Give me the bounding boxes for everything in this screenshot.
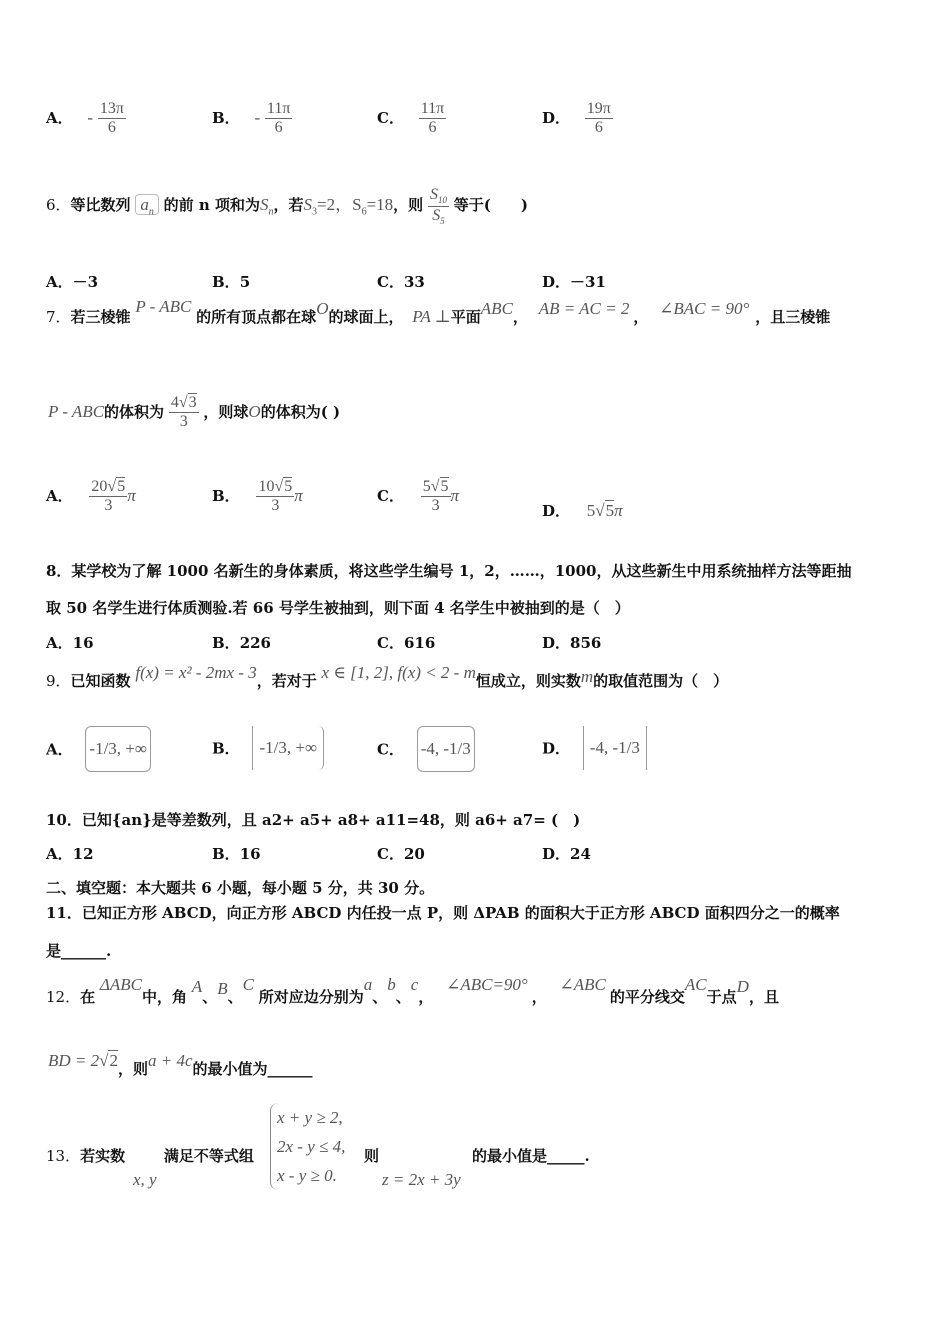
volume-den: 3: [179, 413, 188, 431]
q10-option-a: [46, 843, 94, 864]
option-label: B．: [212, 108, 240, 127]
frac-coef: 10: [258, 478, 275, 495]
question-number: 13．: [46, 1147, 81, 1165]
value-coef: 5: [586, 501, 596, 520]
q7-option-d: [542, 500, 623, 521]
cond-b-symbol: S: [352, 195, 362, 215]
q12-stem-line2: [48, 1051, 313, 1079]
frac-num: 10√5: [256, 478, 294, 497]
q12-point-d: D: [736, 977, 749, 996]
q6-sequence: [135, 194, 159, 218]
q9-text-1: 已知函数: [70, 672, 131, 690]
q7-option-a: [46, 478, 136, 516]
seq-symbol: a: [140, 195, 149, 215]
option-interval: -1/3, +∞: [252, 726, 324, 770]
frac-den: 3: [104, 497, 113, 515]
option-label: C．: [377, 273, 404, 291]
q12-stem-line1: [46, 975, 779, 1007]
section-heading: 二、填空题：本大题共 6 小题，每小题 5 分，共 30 分。: [46, 879, 435, 897]
cond-a-value: =2，: [317, 195, 353, 215]
q9-stem: [46, 663, 729, 691]
q9-text-4: 的取值范围为（ ）: [593, 672, 729, 690]
volume-coef: 4: [170, 394, 179, 411]
q7-sphere: O: [316, 299, 329, 318]
q12-sep-2: 、: [227, 988, 243, 1006]
bd-radicand: 2: [109, 1051, 118, 1070]
frac-den: 6: [274, 119, 283, 137]
q8-option-b: [212, 632, 271, 653]
q12-text-7: 于点: [706, 988, 737, 1006]
q12-angle-b: B: [217, 979, 228, 998]
option-label: B．: [212, 486, 240, 505]
q5-option-d: [542, 100, 613, 138]
q12-text-10: 的最小值为______: [192, 1060, 313, 1078]
option-interval: -4, -1/3: [417, 726, 475, 772]
q11-line-1: 11．已知正方形 ABCD，向正方形 ABCD 内任投一点 P，则 ΔPAB 的面积大于正方形 ABCD 面积四分之一的概率: [46, 904, 840, 922]
q13-objective: z = 2x + 3y: [382, 1170, 461, 1189]
option-label: B．: [212, 845, 240, 863]
frac-num: 20√5: [89, 478, 127, 497]
q7-equation: AB = AC = 2: [538, 299, 630, 318]
option-fraction: [265, 100, 292, 138]
q12-expression: a + 4c: [148, 1051, 193, 1070]
q10-option-d: [542, 843, 591, 864]
q7-text-1: 若三棱锥: [70, 308, 131, 326]
q7-text-3: 的球面上，: [328, 308, 404, 326]
option-label: D．: [542, 739, 571, 758]
q8-option-a: [46, 632, 94, 653]
q6-sum: [259, 195, 274, 218]
frac-den: 3: [431, 497, 440, 515]
option-label: D．: [542, 108, 571, 127]
q6-option-d: [542, 271, 606, 292]
inequality-2: 2x - y ≤ 4,: [277, 1137, 346, 1156]
frac-den: 6: [428, 119, 437, 137]
option-label: B．: [212, 273, 240, 291]
volume-radicand: 3: [188, 394, 197, 411]
option-label: C．: [377, 108, 404, 127]
option-fraction: [98, 100, 126, 138]
q12-text-5: ，: [531, 988, 547, 1006]
cond-b-subscript: 6: [361, 206, 367, 218]
ratio-den-symbol: S: [432, 206, 441, 224]
q7-text-2: 的所有顶点都在球: [196, 308, 317, 326]
inequality-1: x + y ≥ 2,: [277, 1108, 343, 1127]
option-fraction: [585, 100, 613, 138]
frac-num: 13π: [98, 100, 126, 119]
frac-radicand: 5: [284, 478, 293, 495]
option-text: －31: [570, 273, 606, 291]
q13-inequality-system: [270, 1103, 345, 1190]
q8-option-c: [377, 632, 435, 653]
option-fraction: [421, 478, 451, 516]
q10-stem: 10．已知{an}是等差数列，且 a2+ a5+ a8+ a11=48，则 a6+ a7= ( ): [46, 811, 581, 829]
q7-stem-line1: [46, 297, 831, 327]
option-interval: -4, -1/3: [583, 726, 647, 770]
q8-line-1: 8．某学校为了解 1000 名新生的身体素质，将这些学生编号 1，2，……，1000，从这些新生中用系统抽样方法等距抽: [46, 562, 852, 580]
frac-num: 11π: [265, 100, 292, 119]
option-fraction: [89, 478, 127, 516]
option-label: D．: [542, 634, 571, 652]
q12-text-3: 所对应边分别为: [258, 988, 364, 1006]
q12-angle-abc: ∠ABC: [559, 975, 606, 994]
q7-volume: [169, 394, 199, 432]
frac-radicand: 5: [117, 478, 126, 495]
q6-option-c: [377, 271, 425, 292]
value-pi: π: [614, 501, 623, 520]
q7-perpendicular: PA ⊥: [412, 307, 451, 326]
q12-triangle: ΔABC: [99, 975, 142, 994]
q6-text-4: ，则: [393, 196, 424, 215]
option-text: 16: [239, 845, 261, 863]
q11-line-2: 是______.: [46, 942, 112, 960]
q10-option-b: [212, 843, 261, 864]
q9-option-c: [377, 726, 475, 772]
q6-stem: [46, 186, 528, 226]
frac-den: 3: [271, 497, 280, 515]
q10-option-c: [377, 843, 425, 864]
q9-option-a: [46, 726, 151, 772]
q9-text-3: 恒成立，则实数: [475, 672, 581, 690]
q12-side-b: b: [387, 975, 396, 994]
option-label: A．: [46, 486, 73, 505]
q12-text-8: ，且: [748, 988, 779, 1006]
option-label: A．: [46, 634, 73, 652]
q6-text-3: ，若: [273, 196, 304, 215]
q12-text-1: 在: [80, 988, 96, 1006]
q5-option-a: [46, 100, 126, 138]
option-label: B．: [212, 634, 240, 652]
option-sign: -: [87, 107, 94, 127]
frac-radicand: 5: [440, 478, 449, 495]
value-radicand: 5: [605, 501, 615, 520]
q7-text-5: ，: [512, 308, 528, 326]
option-text: 20: [403, 845, 425, 863]
option-text: 226: [239, 634, 271, 652]
option-fraction: [256, 478, 294, 516]
q12-side-a: a: [363, 975, 373, 994]
frac-num: 11π: [419, 100, 446, 119]
q8-option-d: [542, 632, 601, 653]
option-label: C．: [377, 740, 404, 759]
q5-option-b: [212, 100, 292, 138]
ratio-num-subscript: 10: [437, 195, 447, 206]
frac-num: 5√5: [421, 478, 451, 497]
q13-text-4: 的最小值是_____.: [472, 1147, 590, 1165]
option-sign: -: [254, 107, 261, 127]
q6-ratio: [428, 186, 449, 226]
q6-option-b: [212, 271, 250, 292]
q8-line-2: 取 50 名学生进行体质测验.若 66 号学生被抽到，则下面 4 名学生中被抽到的是（ ）: [46, 599, 630, 617]
q13-variables: x, y: [133, 1170, 157, 1189]
ratio-den-subscript: 5: [440, 215, 445, 226]
option-pi: π: [294, 485, 303, 505]
q13-text-2: 满足不等式组: [163, 1147, 254, 1165]
seq-subscript: n: [148, 206, 154, 218]
option-interval: -1/3, +∞: [85, 726, 151, 772]
q6-text-1: 等比数列: [70, 196, 131, 215]
q7-option-c: [377, 478, 459, 516]
option-text: 616: [403, 634, 436, 652]
q13-text-3: 则: [364, 1147, 380, 1165]
q9-text-2: ，若对于: [256, 672, 317, 690]
q12-side-c: c: [410, 975, 419, 994]
q7-stem-line2: [48, 394, 340, 432]
option-label: C．: [377, 845, 404, 863]
option-label: C．: [377, 634, 404, 652]
q12-sep-3: 、: [372, 988, 388, 1006]
cond-a-symbol: S: [303, 195, 312, 215]
option-label: D．: [542, 845, 571, 863]
cond-b-value: =18: [366, 195, 394, 215]
option-pi: π: [127, 485, 136, 505]
q6-option-a: [46, 271, 98, 292]
sum-subscript: n: [268, 206, 274, 218]
q7-plane: ABC: [480, 299, 513, 318]
q12-right-angle: ∠ABC=90°: [446, 975, 528, 994]
q9-variable: m: [580, 667, 594, 686]
q7-text-4: 平面: [450, 308, 481, 326]
sum-symbol: S: [259, 195, 269, 215]
question-number: 7．: [46, 308, 71, 326]
q6-condition-a: [303, 195, 353, 218]
bd-expression: BD = 2: [48, 1051, 100, 1070]
option-pi: π: [450, 485, 460, 505]
q9-option-b: [212, 726, 324, 770]
option-text: 16: [72, 634, 94, 652]
q12-text-4: ，: [418, 988, 434, 1006]
q5-option-c: [377, 100, 446, 138]
q9-option-d: [542, 726, 647, 770]
option-label: A．: [46, 108, 73, 127]
q7-angle: ∠BAC = 90°: [659, 299, 750, 318]
q12-angle-a: A: [191, 977, 203, 996]
ratio-den: [430, 207, 447, 227]
q7-pyramid-2: P - ABC: [48, 401, 105, 421]
option-text: 33: [403, 273, 425, 291]
question-number: 6．: [46, 196, 71, 215]
q7-sphere-2: O: [248, 401, 261, 421]
q7-pyramid: P - ABC: [135, 297, 192, 316]
q7-option-b: [212, 478, 303, 516]
q12-text-9: ，则: [117, 1060, 148, 1078]
frac-den: 6: [107, 119, 116, 137]
q12-bd: BD = 2√2: [48, 1051, 118, 1070]
frac-num: 19π: [585, 100, 613, 119]
option-fraction: [419, 100, 446, 138]
q12-segment-ac: AC: [684, 975, 707, 994]
option-text: 12: [72, 845, 94, 863]
q7-text-9: ，则球: [203, 402, 249, 421]
option-label: A．: [46, 273, 73, 291]
frac-coef: 20: [91, 478, 108, 495]
q9-function: f(x) = x² - 2mx - 3: [135, 663, 257, 682]
option-label: B．: [212, 739, 240, 758]
q6-condition-b: [352, 195, 394, 218]
option-text: 5: [239, 273, 251, 291]
ratio-num: [428, 186, 449, 207]
q7-text-8: 的体积为: [104, 402, 165, 421]
option-text: 24: [570, 845, 591, 863]
option-text: 856: [570, 634, 602, 652]
frac-den: 6: [594, 119, 603, 137]
option-text: －3: [72, 273, 99, 291]
option-label: A．: [46, 740, 73, 759]
question-number: 9．: [46, 672, 71, 690]
q12-text-6: 的平分线交: [609, 988, 685, 1006]
frac-coef: 5: [422, 478, 431, 495]
option-label: C．: [377, 486, 404, 505]
q9-condition: x ∈ [1, 2], f(x) < 2 - m: [321, 663, 476, 682]
q7-text-7: ，且三棱锥: [755, 308, 831, 326]
q12-text-2: 中，角: [141, 988, 187, 1006]
cond-a-subscript: 3: [312, 206, 317, 218]
q13-stem: [46, 1145, 254, 1166]
q7-text-6: ，: [633, 308, 649, 326]
q12-sep-4: 、: [395, 988, 411, 1006]
q7-text-10: 的体积为( ): [260, 402, 341, 421]
volume-num: 4√3: [169, 394, 199, 413]
inequality-3: x - y ≥ 0.: [277, 1166, 337, 1185]
q12-angle-c: C: [242, 975, 254, 994]
option-label: A．: [46, 845, 73, 863]
q6-text-2: 的前 n 项和为: [163, 196, 260, 215]
option-value: 5√5π: [586, 501, 623, 520]
option-label: D．: [542, 273, 571, 291]
q12-sep-1: 、: [202, 988, 218, 1006]
option-label: D．: [542, 502, 571, 520]
q6-text-5: 等于( ): [453, 196, 528, 215]
q13-text-1: 若实数: [80, 1147, 126, 1165]
question-number: 12．: [46, 988, 81, 1006]
ratio-num-symbol: S: [429, 186, 438, 203]
